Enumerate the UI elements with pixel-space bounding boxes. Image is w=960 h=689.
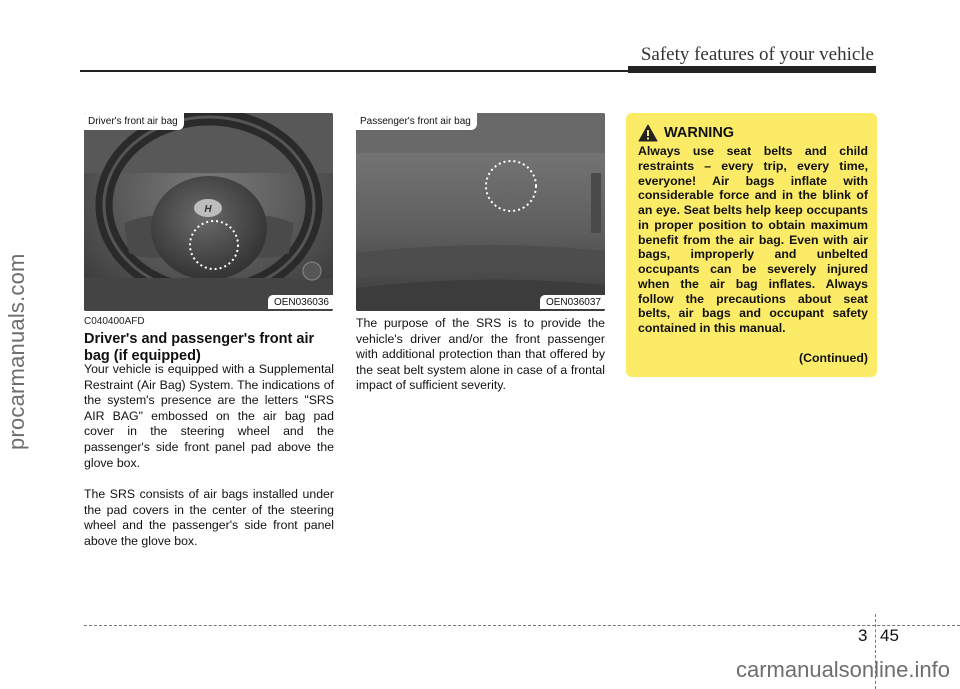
body-paragraph: The SRS consists of air bags installed under the pad covers in the center of the steering wheel and the passenger's side front panel above the glove box.	[84, 487, 334, 548]
figure-code: OEN036037	[540, 295, 605, 309]
dashboard-airbag-photo	[356, 113, 605, 311]
figure-caption: Driver's front air bag	[84, 113, 184, 130]
side-watermark: procarmanuals.com	[4, 253, 29, 450]
figure-caption: Passenger's front air bag	[356, 113, 477, 130]
warning-continued: (Continued)	[799, 351, 868, 365]
section-code: C040400AFD	[84, 316, 145, 327]
warning-triangle-icon	[638, 124, 658, 142]
steering-wheel-airbag-photo	[84, 113, 333, 311]
svg-text:H: H	[204, 204, 212, 215]
bottom-watermark: carmanualsonline.info	[735, 657, 950, 682]
warning-box	[626, 113, 877, 377]
warning-text: Always use seat belts and child restraints – every trip, every time, everyone! Air bags inflate with considerable force and in the blink of an eye. Seat belts help keep occupants in proper position to obtain maximum benefit from the air bag. Even with air bags, improperly and unbelted occupants can be severely injured when the air bag inflates. Always follow the precautions about seat belts, air bags and occupant safety contained in this manual.	[638, 144, 868, 335]
section-heading: Driver's and passenger's front air bag (if equipped)	[84, 331, 315, 364]
footer-rule	[84, 625, 960, 626]
header-rule-accent	[628, 66, 876, 73]
figure-code: OEN036036	[268, 295, 333, 309]
body-paragraph: The purpose of the SRS is to provide the vehicle's driver and/or the front passenger with additional protection than that offered by the seat belt system alone in case of a frontal impact of sufficient severity.	[356, 316, 605, 393]
passenger-airbag-figure	[356, 113, 605, 311]
page-number: 45	[880, 626, 899, 645]
page-header-title: Safety features of your vehicle	[640, 44, 874, 65]
chapter-number: 3	[858, 626, 868, 645]
warning-header	[638, 124, 734, 142]
body-paragraph: Your vehicle is equipped with a Supplemental Restraint (Air Bag) System. The indications of the system's presence are the letters "SRS AIR BAG" embossed on the air bag pad cover in the steering wheel and the passenger's side front panel pad above the glove box.	[84, 362, 334, 470]
driver-airbag-figure	[84, 113, 333, 311]
warning-label: WARNING	[664, 125, 735, 141]
